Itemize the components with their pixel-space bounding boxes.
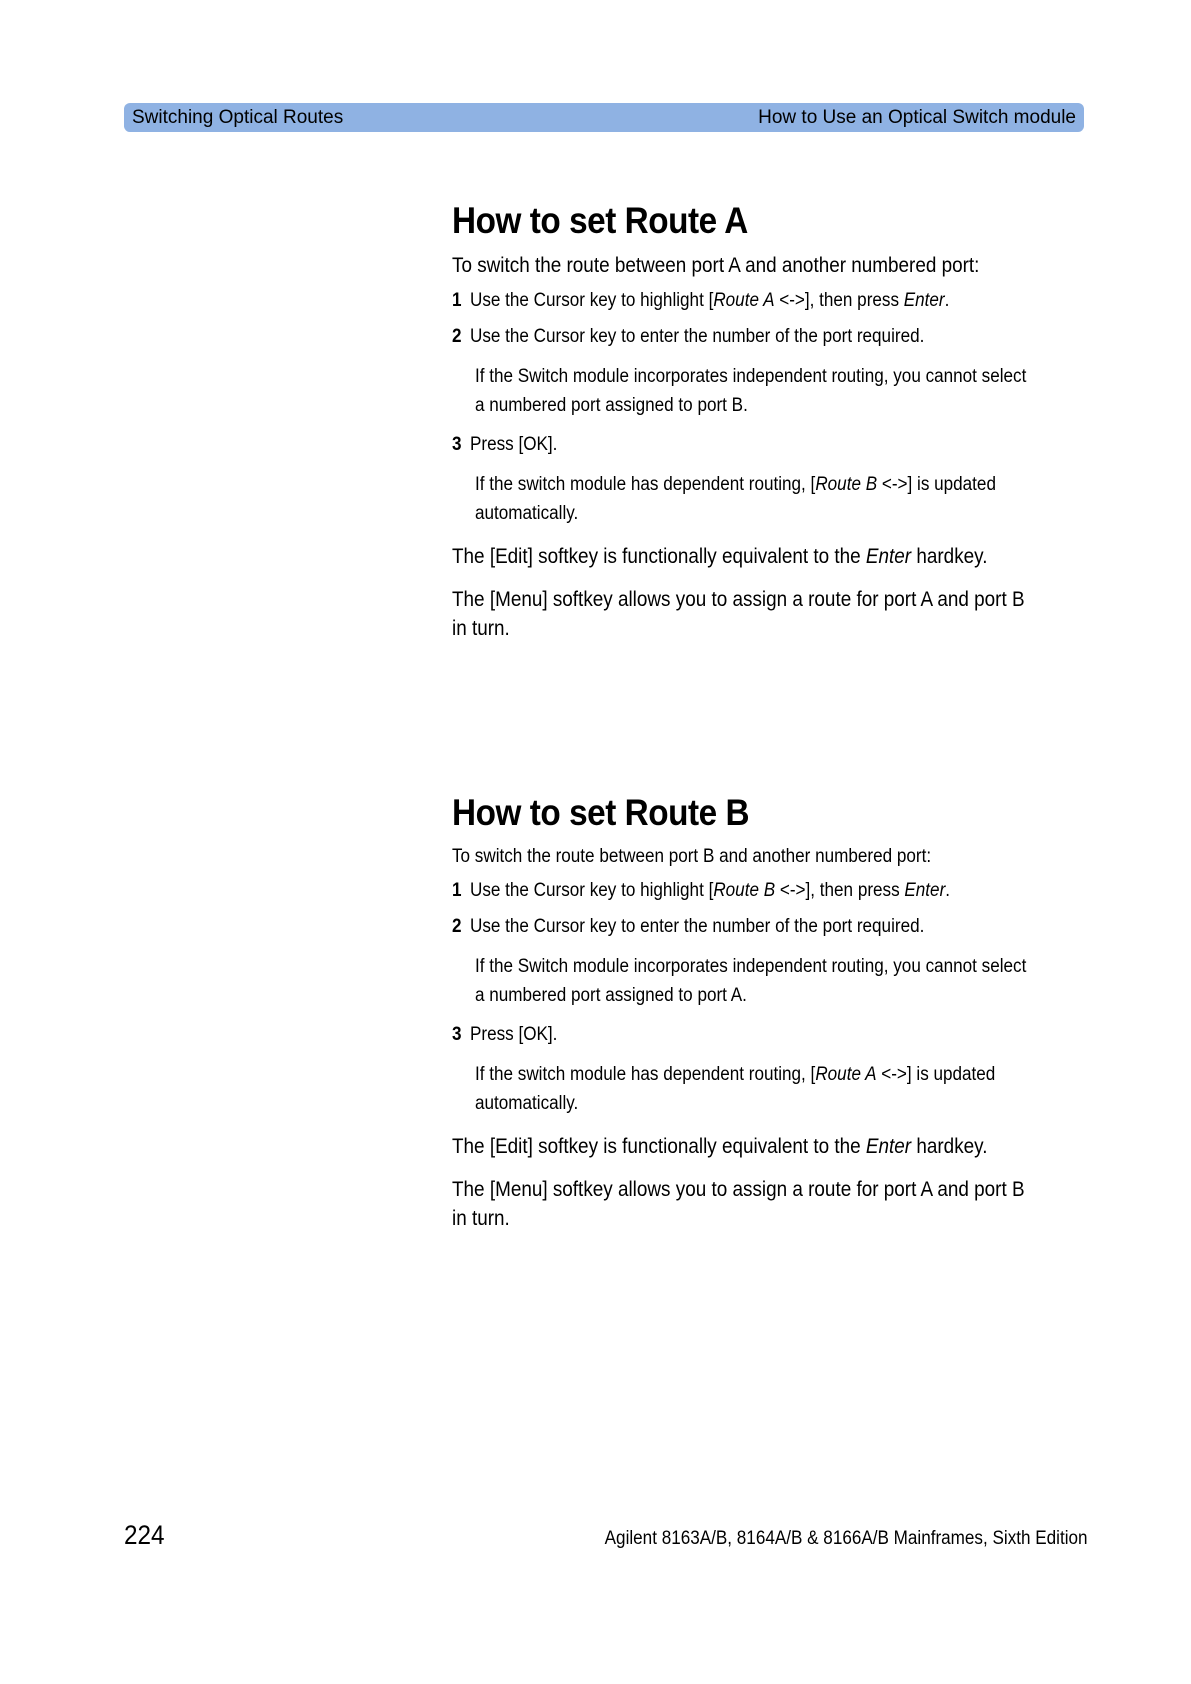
section-route-b (452, 792, 1092, 1247)
menu-softkey-paragraph: The [Menu] softkey allows you to assign a route for port A and port B in turn. (452, 1178, 1025, 1230)
step-1 (452, 290, 1028, 312)
step-note: If the switch module has dependent routing, [Route B <->] is updated automatically. (475, 474, 996, 524)
section-route-a (452, 200, 1092, 657)
running-header (124, 103, 1084, 132)
step-text: Press [OK]. (470, 434, 558, 455)
step-number: 3 (452, 434, 462, 455)
step-2 (452, 916, 1028, 938)
section-title: How to set Route B (452, 792, 750, 833)
step-number: 1 (452, 290, 462, 311)
step-note: If the Switch module incorporates independent routing, you cannot select a numbered port assigned to port A. (475, 956, 1027, 1006)
step-text: Use the Cursor key to highlight [Route A <->], then press Enter. (470, 290, 950, 311)
step-number: 2 (452, 916, 462, 937)
step-note: If the Switch module incorporates independent routing, you cannot select a numbered port assigned to port B. (475, 366, 1027, 416)
section-title: How to set Route A (452, 200, 748, 241)
step-note: If the switch module has dependent routing, [Route A <->] is updated automatically. (475, 1064, 996, 1114)
edit-softkey-paragraph: The [Edit] softkey is functionally equivalent to the Enter hardkey. (452, 1135, 988, 1158)
menu-softkey-paragraph: The [Menu] softkey allows you to assign a route for port A and port B in turn. (452, 588, 1025, 640)
step-text: Use the Cursor key to enter the number of the port required. (470, 916, 925, 937)
footer-title: Agilent 8163A/B, 8164A/B & 8166A/B Mainframes, Sixth Edition (605, 1528, 1088, 1549)
section-intro: To switch the route between port B and another numbered port: (452, 846, 932, 867)
step-1 (452, 880, 1028, 902)
step-3 (452, 1024, 1028, 1046)
step-text: Use the Cursor key to enter the number of the port required. (470, 326, 925, 347)
header-chapter: Switching Optical Routes (132, 106, 344, 128)
step-text: Press [OK]. (470, 1024, 558, 1045)
step-text: Use the Cursor key to highlight [Route B <->], then press Enter. (470, 880, 951, 901)
edit-softkey-paragraph: The [Edit] softkey is functionally equivalent to the Enter hardkey. (452, 545, 988, 568)
page-number: 224 (124, 1520, 165, 1550)
section-intro: To switch the route between port A and another numbered port: (452, 254, 980, 277)
header-section: How to Use an Optical Switch module (758, 106, 1076, 128)
step-3 (452, 434, 1028, 456)
step-number: 1 (452, 880, 462, 901)
step-number: 2 (452, 326, 462, 347)
step-number: 3 (452, 1024, 462, 1045)
step-2 (452, 326, 1028, 348)
